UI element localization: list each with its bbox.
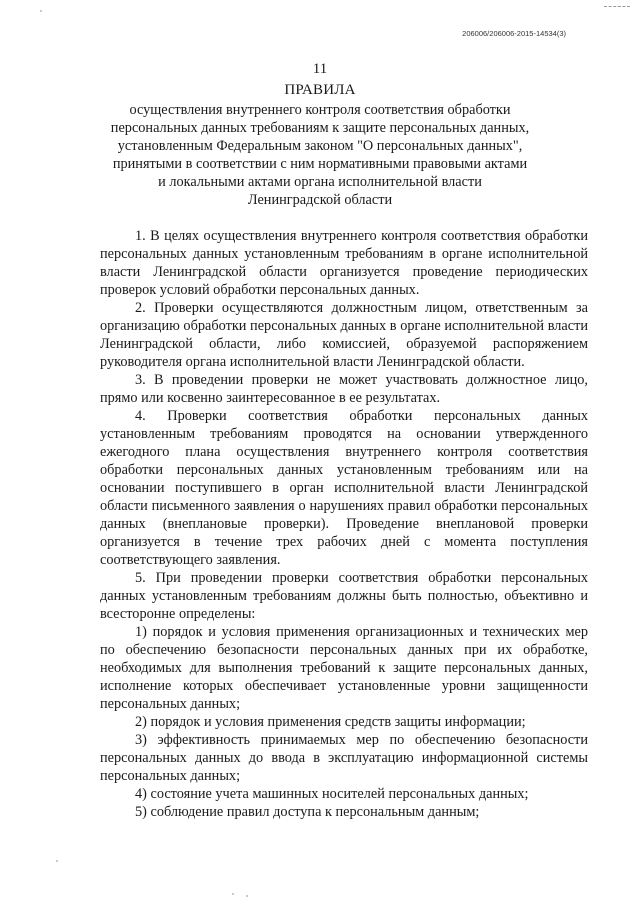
subtitle-line: установленным Федеральным законом "О персональных данных", [117, 138, 523, 154]
list-item-2: 2) порядок и условия применения средств защиты информации; [135, 714, 526, 730]
subtitle-line: принятыми в соответствии с ним нормативными правовыми актами [112, 156, 528, 172]
list-item-4: 4) состояние учета машинных носителей персональных данных; [135, 786, 529, 802]
list-item-1: 1) порядок и условия применения организационных и технических мер по обеспечению безопасности персональных данных при их обработке, необходимых для выполнения требований к защите персональных данных, исполнение которых обеспечивает установленные уровни защищенности персональных данных; [100, 624, 588, 712]
scan-speck [246, 895, 248, 897]
scan-speck [40, 10, 42, 12]
page-number: 11 [312, 61, 328, 77]
list-item-3: 3) эффективность принимаемых мер по обеспечению безопасности персональных данных до ввода в эксплуатацию информационной системы персональных данных; [100, 732, 588, 784]
scan-speck [56, 860, 58, 862]
list-item-5: 5) соблюдение правил доступа к персональным данным; [135, 804, 480, 820]
document-subtitle [110, 101, 530, 209]
subtitle-line: осуществления внутреннего контроля соответствия обработки [129, 102, 511, 118]
scan-mark [604, 6, 630, 7]
paragraph-3: 3. В проведении проверки не может участвовать должностное лицо, прямо или косвенно заинтересованное в ее результатах. [100, 372, 588, 406]
subtitle-line: и локальными актами органа исполнительной власти [158, 174, 482, 190]
paragraph-1: 1. В целях осуществления внутреннего контроля соответствия обработки персональных данных установленным требованиям в органе исполнительной власти Ленинградской области организуется проведение периодических проверок условий обработки персональных данных. [100, 228, 588, 298]
document-title: ПРАВИЛА [284, 82, 356, 98]
document-body [100, 227, 588, 821]
document-id: 206006/206006-2015-14534(3) [462, 29, 566, 38]
scan-speck [232, 893, 234, 895]
paragraph-4: 4. Проверки соответствия обработки персональных данных установленным требованиям проводятся на основании утвержденного ежегодного плана осуществления внутреннего контроля соответствия обработки персональных данных установленным требованиям или на основании поступившего в орган исполнительной власти Ленинградской области письменного заявления о нарушениях правил обработки персональных данных (внеплановые проверки). Проведение внеплановой проверки организуется в течение трех рабочих дней с момента поступления соответствующего заявления. [100, 408, 588, 568]
subtitle-line: Ленинградской области [247, 192, 393, 208]
subtitle-line: персональных данных требованиям к защите персональных данных, [110, 120, 530, 136]
paragraph-2: 2. Проверки осуществляются должностным лицом, ответственным за организацию обработки персональных данных в органе исполнительной власти Ленинградской области, либо комиссией, образуемой распоряжением руководителя органа исполнительной власти Ленинградской области. [100, 300, 588, 370]
paragraph-5: 5. При проведении проверки соответствия обработки персональных данных установленным требованиям должны быть полностью, объективно и всесторонне определены: [100, 570, 588, 622]
